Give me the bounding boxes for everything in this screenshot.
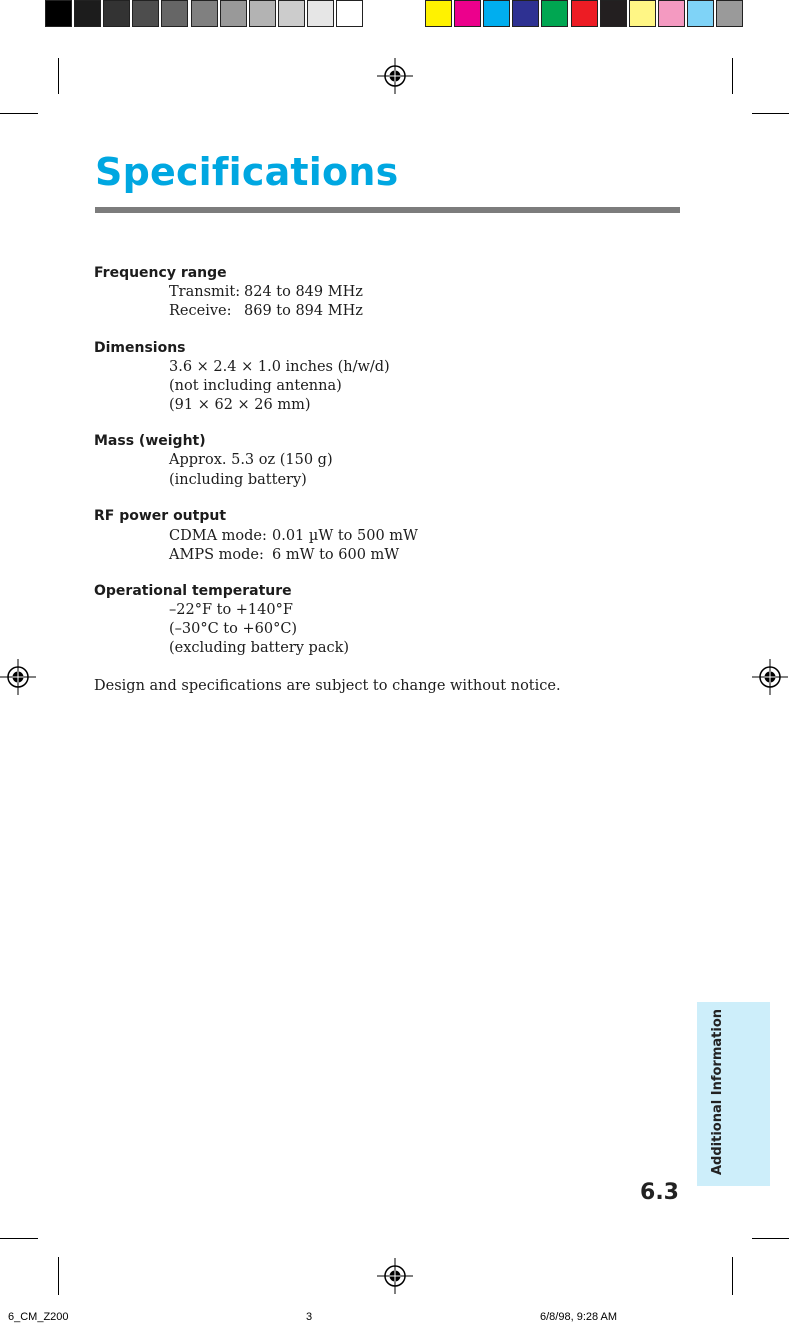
cdma-value: 0.01 µW to 500 mW [272,528,418,544]
color-swatch [687,0,714,27]
rf-power-heading: RF power output [94,508,227,524]
mass-line: (including battery) [169,472,307,488]
crop-mark [0,1238,38,1239]
footer-filename: 6_CM_Z200 [8,1311,69,1323]
amps-value: 6 mW to 600 mW [272,547,400,563]
temperature-line: –22°F to +140°F [169,602,293,618]
color-swatch [512,0,539,27]
registration-mark-icon [377,58,413,94]
dimensions-line: (not including antenna) [169,378,342,394]
footer-date: 6/8/98, 9:28 AM [540,1311,618,1323]
frequency-heading: Frequency range [94,265,227,281]
receive-value: 869 to 894 MHz [244,303,363,319]
mass-heading: Mass (weight) [94,433,206,449]
crop-mark [0,113,38,114]
gray-swatch [278,0,305,27]
crop-mark [58,1257,59,1295]
temperature-line: (–30°C to +60°C) [169,621,298,637]
gray-swatch [249,0,276,27]
color-swatch [716,0,743,27]
section-side-tab [697,1002,770,1186]
gray-swatch [307,0,334,27]
transmit-value: 824 to 849 MHz [244,284,363,300]
registration-mark-icon [752,659,788,695]
color-swatch [658,0,685,27]
temperature-line: (excluding battery pack) [169,640,350,656]
color-swatch [483,0,510,27]
color-swatch [541,0,568,27]
gray-swatch [74,0,101,27]
color-swatch [600,0,627,27]
side-tab-label: Additional Information [710,1008,725,1175]
dimensions-heading: Dimensions [94,340,186,356]
crop-mark [752,1238,789,1239]
crop-mark [732,1257,733,1295]
dimensions-line: 3.6 × 2.4 × 1.0 inches (h/w/d) [169,359,390,375]
receive-label: Receive: [169,303,232,319]
mass-line: Approx. 5.3 oz (150 g) [169,452,333,468]
crop-mark [752,113,789,114]
registration-mark-icon [0,659,36,695]
gray-swatch [132,0,159,27]
temperature-heading: Operational temperature [94,583,292,599]
crop-mark [58,58,59,94]
title-rule [95,207,680,213]
color-swatch [571,0,598,27]
transmit-label: Transmit: [169,284,241,300]
gray-swatch [45,0,72,27]
gray-swatch [220,0,247,27]
page-title: Specifications [95,150,399,194]
cdma-label: CDMA mode: [169,528,267,544]
dimensions-line: (91 × 62 × 26 mm) [169,397,311,413]
color-swatch [454,0,481,27]
color-swatch [425,0,452,27]
amps-label: AMPS mode: [169,547,264,563]
footer-page: 3 [306,1311,313,1323]
color-swatch [629,0,656,27]
gray-swatch [161,0,188,27]
registration-mark-icon [377,1258,413,1294]
change-notice: Design and specifications are subject to change without notice. [94,678,561,694]
crop-mark [732,58,733,94]
gray-swatch [336,0,363,27]
gray-swatch [191,0,218,27]
page-number: 6.3 [640,1180,679,1205]
gray-swatch [103,0,130,27]
